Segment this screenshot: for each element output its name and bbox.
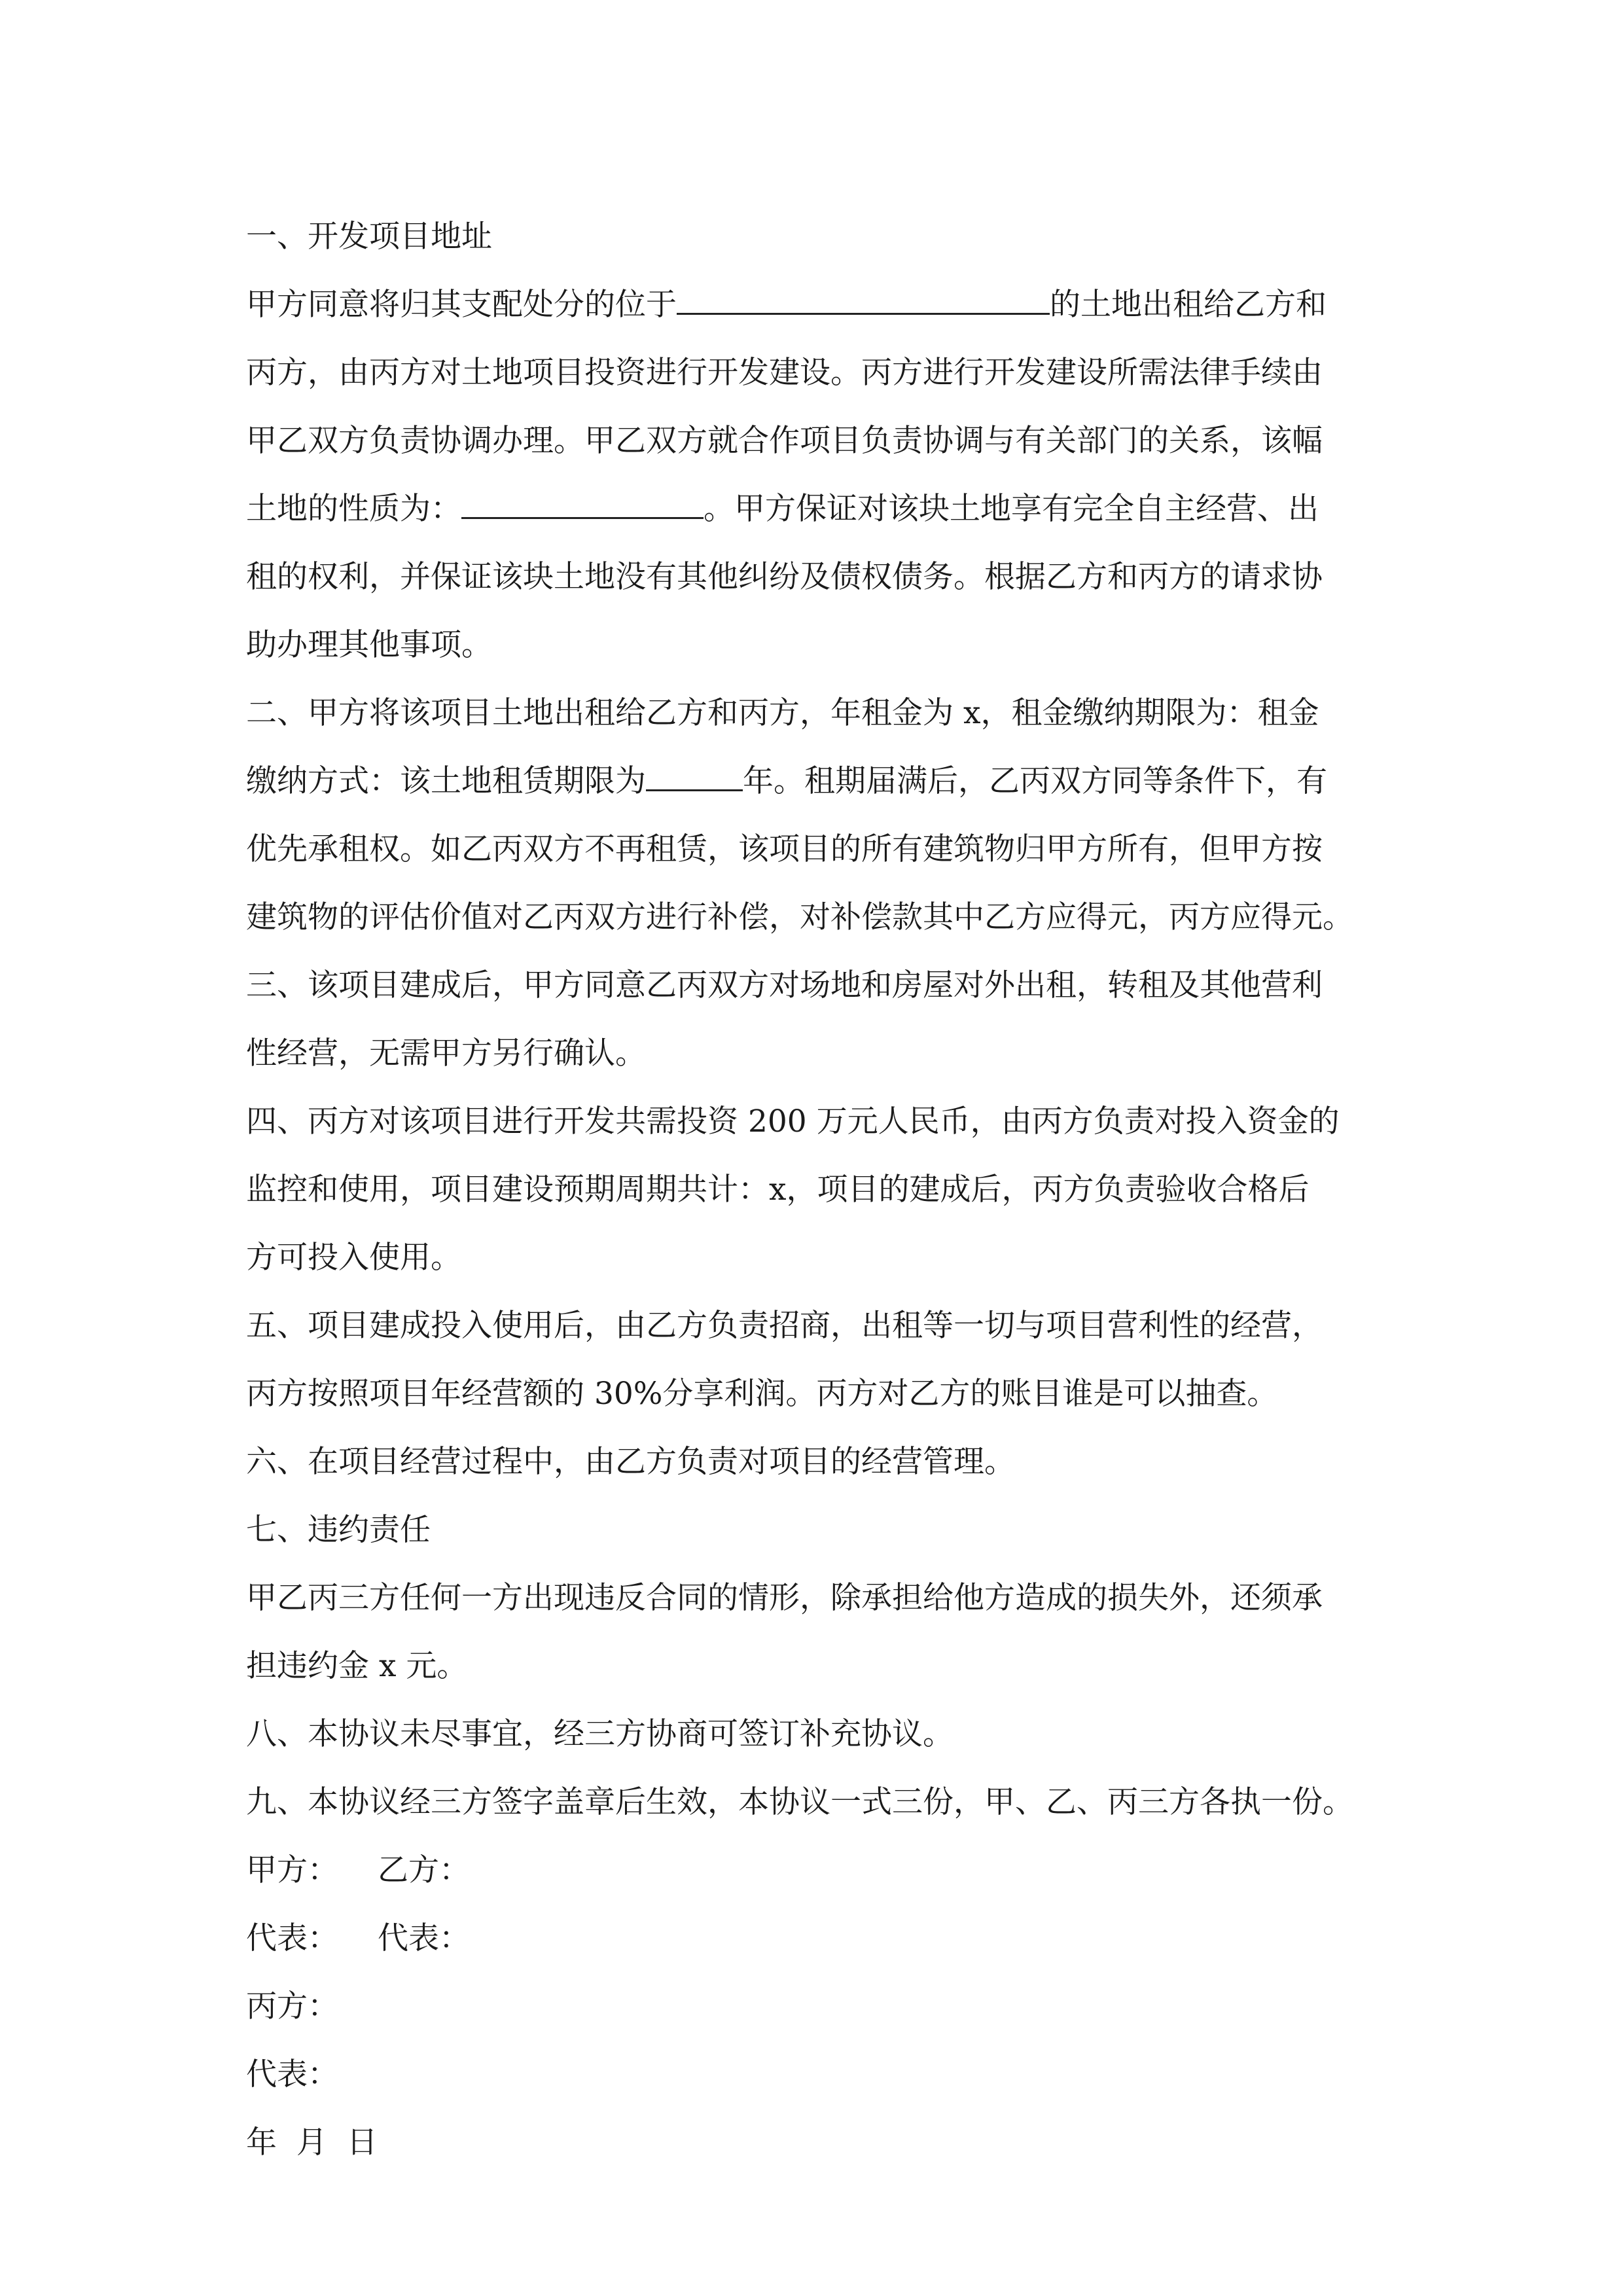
section-2-line-4: 建筑物的评估价值对乙丙双方进行补偿，对补偿款其中乙方应得元，丙方应得元。	[246, 899, 1353, 935]
signature-row-reps	[246, 1905, 1385, 1973]
section-9-line-1: 九、本协议经三方签字盖章后生效，本协议一式三份，甲、乙、丙三方各执一份。	[246, 1784, 1353, 1820]
section-7-line-1: 甲乙丙三方任何一方出现违反合同的情形，除承担给他方造成的损失外，还须承	[246, 1580, 1323, 1616]
text: 土地的性质为：	[246, 491, 461, 527]
text: 缴纳方式：该土地租赁期限为	[246, 763, 646, 799]
section-1-heading: 一、开发项目地址	[246, 219, 492, 255]
section-1-line-4	[246, 475, 1385, 543]
section-5-line-2: 丙方按照项目年经营额的 30%分享利润。丙方对乙方的账目谁是可以抽查。	[246, 1376, 1278, 1412]
section-1-line-2: 丙方，由丙方对土地项目投资进行开发建设。丙方进行开发建设所需法律手续由	[246, 355, 1323, 391]
text: 甲方同意将归其支配处分的位于	[246, 287, 677, 323]
section-7-line-2: 担违约金 x 元。	[246, 1648, 468, 1684]
text: 年。租期届满后，乙丙双方同等条件下，有	[743, 763, 1327, 799]
rep-a-label: 代表：	[246, 1920, 338, 1956]
party-b-label: 乙方：	[378, 1852, 470, 1888]
section-5-line-1: 五、项目建成投入使用后，由乙方负责招商，出租等一切与项目营利性的经营，	[246, 1308, 1323, 1344]
section-4-line-1: 四、丙方对该项目进行开发共需投资 200 万元人民币，由丙方负责对投入资金的	[246, 1103, 1340, 1139]
section-6-line-1: 六、在项目经营过程中，由乙方负责对项目的经营管理。	[246, 1444, 1015, 1480]
land-location-blank[interactable]	[677, 284, 1050, 315]
section-1-line-6: 助办理其他事项。	[246, 627, 492, 663]
section-7-heading: 七、违约责任	[246, 1512, 431, 1548]
section-4-line-2: 监控和使用，项目建设预期周期共计：x，项目的建成后，丙方负责验收合格后	[246, 1172, 1310, 1208]
text: 。甲方保证对该块土地享有完全自主经营、出	[704, 491, 1319, 527]
section-4-line-3: 方可投入使用。	[246, 1240, 461, 1276]
section-2-line-3: 优先承租权。如乙丙双方不再租赁，该项目的所有建筑物归甲方所有，但甲方按	[246, 831, 1323, 867]
section-2-line-1: 二、甲方将该项目土地出租给乙方和丙方，年租金为 x，租金缴纳期限为：租金	[246, 695, 1319, 731]
rep-b-label: 代表：	[378, 1920, 470, 1956]
lease-term-blank[interactable]	[646, 761, 743, 791]
text: 的土地出租给乙方和	[1050, 287, 1327, 323]
section-3-line-2: 性经营，无需甲方另行确认。	[246, 1035, 646, 1071]
section-2-line-2	[246, 747, 1385, 816]
party-a-label: 甲方：	[246, 1852, 338, 1888]
signature-row-parties	[246, 1837, 1385, 1905]
section-1-line-3: 甲乙双方负责协调办理。甲乙双方就合作项目负责协调与有关部门的关系，该幅	[246, 423, 1323, 459]
party-c-label: 丙方：	[246, 1988, 338, 2024]
rep-c-label: 代表：	[246, 2056, 338, 2092]
date-line: 年 月 日	[246, 2125, 378, 2161]
section-1-line-1	[246, 271, 1385, 339]
contract-page	[246, 203, 1385, 2177]
section-1-line-5: 租的权利，并保证该块土地没有其他纠纷及债权债务。根据乙方和丙方的请求协	[246, 559, 1323, 595]
section-3-line-1: 三、该项目建成后，甲方同意乙丙双方对场地和房屋对外出租，转租及其他营利	[246, 967, 1323, 1003]
section-8-line-1: 八、本协议未尽事宜，经三方协商可签订补充协议。	[246, 1716, 954, 1752]
land-nature-blank[interactable]	[461, 488, 704, 519]
